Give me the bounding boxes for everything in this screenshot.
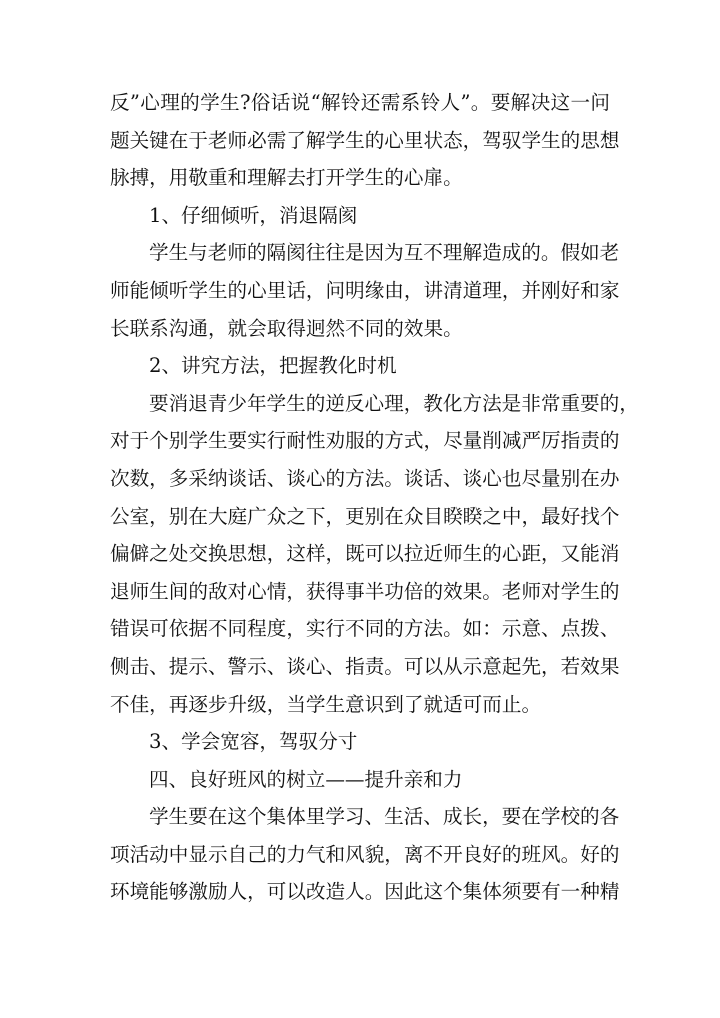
text-line-21: 项活动中显示自己的力气和风貌，离不开良好的班风。好的: [110, 842, 620, 866]
text-line-11: 次数，多采纳谈话、谈心的方法。谈话、谈心也尽量别在办: [110, 466, 620, 490]
section-heading-3: 3、学会宽容，驾驭分寸: [149, 730, 358, 754]
text-line-22: 环境能够激励人，可以改造人。因此这个集体须要有一种精: [110, 880, 620, 904]
text-line-20: 学生要在这个集体里学习、生活、成长，要在学校的各: [149, 805, 620, 829]
text-line-1: 反”心理的学生?俗话说“解铃还需系铃人”。要解决这一问: [110, 91, 610, 114]
text-line-6: 师能倾听学生的心里话，问明缘由，讲清道理，并刚好和家: [110, 278, 620, 302]
section-heading-1: 1、仔细倾听，消退隔阂: [149, 203, 358, 227]
text-line-3: 脉搏，用敬重和理解去打开学生的心扉。: [110, 166, 463, 190]
section-heading-2: 2、讲究方法，把握教化时机: [149, 354, 397, 378]
text-line-14: 退师生间的敌对心情，获得事半功倍的效果。老师对学生的: [110, 579, 620, 603]
text-line-16: 侧击、提示、警示、谈心、指责。可以从示意起先，若效果: [110, 654, 620, 678]
text-line-12: 公室，别在大庭广众之下，更别在众目睽睽之中，最好找个: [110, 504, 620, 528]
text-line-9: 要消退青少年学生的逆反心理，教化方法是非常重要的，: [149, 391, 639, 415]
body-text: [110, 84, 639, 911]
section-heading-4: 四、良好班风的树立——提升亲和力: [149, 767, 463, 791]
text-line-7: 长联系沟通，就会取得迥然不同的效果。: [110, 316, 463, 340]
text-line-15: 错误可依据不同程度，实行不同的方法。如：示意、点拨、: [110, 617, 620, 641]
text-line-17: 不佳，再逐步升级，当学生意识到了就适可而止。: [110, 692, 542, 716]
text-line-10: 对于个别学生要实行耐性劝服的方式，尽量削减严厉指责的: [110, 429, 620, 453]
text-line-13: 偏僻之处交换思想，这样，既可以拉近师生的心距，又能消: [110, 542, 620, 566]
text-line-2: 题关键在于老师必需了解学生的心里状态，驾驭学生的思想: [110, 128, 620, 152]
text-line-5: 学生与老师的隔阂往往是因为互不理解造成的。假如老: [149, 241, 620, 265]
